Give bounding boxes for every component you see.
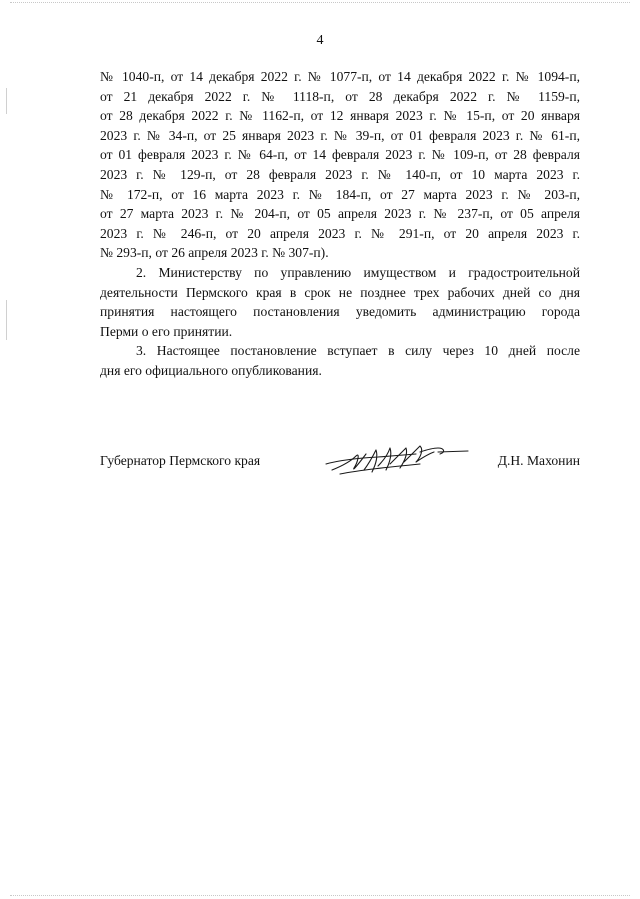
text-line: от 01 февраля 2023 г. № 64-п, от 14 февраля 2023 г. № 109-п, от 28 февраля <box>100 147 580 163</box>
text-line: 2023 г. № 129-п, от 28 февраля 2023 г. № 140-п, от 10 марта 2023 г. <box>100 166 580 182</box>
signatory-name: Д.Н. Махонин <box>497 453 580 468</box>
clause-3-paragraph <box>100 341 580 380</box>
text-line: № 172-п, от 16 марта 2023 г. № 184-п, от 27 марта 2023 г. № 203-п, <box>100 186 580 202</box>
text-line: № 293-п, от 26 апреля 2023 г. № 307-п). <box>100 245 329 261</box>
text-line: принятия настоящего постановления уведомить администрацию города <box>100 304 580 320</box>
text-line: от 21 декабря 2022 г. № 1118-п, от 28 декабря 2022 г. № 1159-п, <box>100 88 580 104</box>
text-line: дня его официального опубликования. <box>100 362 322 378</box>
scan-edge-top <box>10 2 630 3</box>
text-line: деятельности Пермского края в срок не позднее трех рабочих дней со дня <box>100 284 580 300</box>
text-line: 2. Министерству по управлению имуществом и градостроительной <box>136 264 580 280</box>
text-line: от 28 декабря 2022 г. № 1162-п, от 12 января 2023 г. № 15-п, от 20 января <box>100 108 580 124</box>
text-line: 2023 г. № 246-п, от 20 апреля 2023 г. № 291-п, от 20 апреля 2023 г. <box>100 225 580 241</box>
text-line: Перми о его принятии. <box>100 323 233 339</box>
clause-2-paragraph <box>100 263 580 341</box>
list-continuation-paragraph <box>100 67 580 263</box>
page-number: 4 <box>316 33 324 48</box>
handwritten-signature <box>320 440 470 480</box>
text-line: 2023 г. № 34-п, от 25 января 2023 г. № 39-п, от 01 февраля 2023 г. № 61-п, <box>100 127 580 143</box>
scan-edge-bottom <box>10 895 630 896</box>
margin-mark <box>6 300 7 340</box>
signatory-position: Губернатор Пермского края <box>100 453 261 468</box>
text-line: 3. Настоящее постановление вступает в силу через 10 дней после <box>136 343 580 359</box>
text-line: № 1040-п, от 14 декабря 2022 г. № 1077-п, от 14 декабря 2022 г. № 1094-п, <box>100 69 580 84</box>
margin-mark <box>6 88 7 114</box>
document-body <box>100 67 580 381</box>
text-line: от 27 марта 2023 г. № 204-п, от 05 апреля 2023 г. № 237-п, от 05 апреля <box>100 206 580 222</box>
